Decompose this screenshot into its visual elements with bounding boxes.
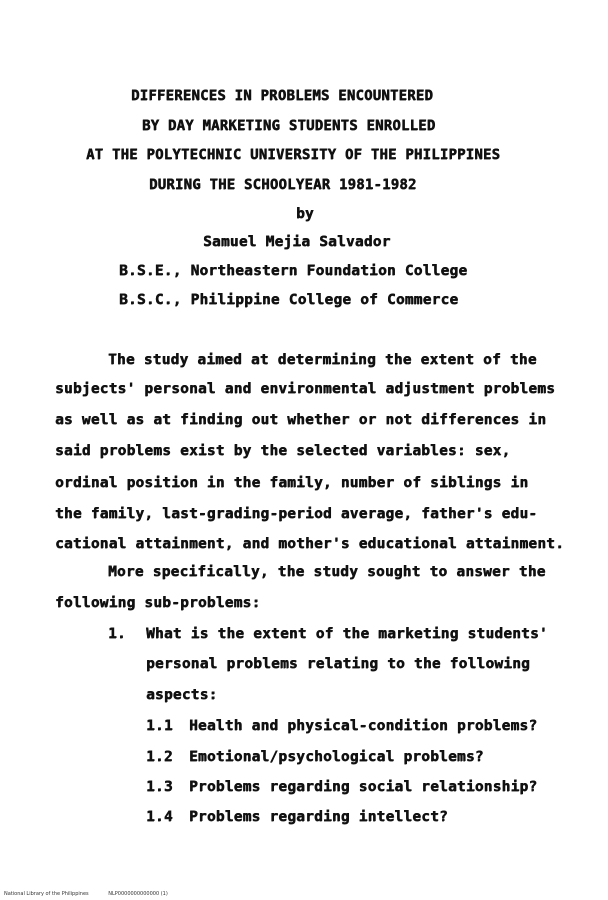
title-line-3: AT THE POLYTECHNIC UNIVERSITY OF THE PHILIPPINES xyxy=(86,147,501,163)
list-item-1-line-1: What is the extent of the marketing students' xyxy=(146,626,548,642)
abstract-p1-line-6: the family, last-grading-period average, father's edu- xyxy=(55,506,538,522)
sub-item-text: Health and physical-condition problems? xyxy=(189,718,538,734)
abstract-p1-line-7: cational attainment, and mother's educational attainment. xyxy=(55,536,564,552)
abstract-p2-line-1: More specifically, the study sought to answer the xyxy=(108,564,546,580)
sub-item-text: Problems regarding social relationship? xyxy=(189,779,538,795)
sub-item-text: Problems regarding intellect? xyxy=(189,809,448,825)
sub-item-text: Emotional/psychological problems? xyxy=(189,749,484,765)
footer-code: NLP0000000000000 (1) xyxy=(108,891,168,897)
abstract-p1-line-5: ordinal position in the family, number of siblings in xyxy=(55,475,529,491)
author-name: Samuel Mejia Salvador xyxy=(203,234,391,250)
list-item-1-line-3: aspects: xyxy=(146,687,218,703)
sub-item-number: 1.1 xyxy=(146,718,173,734)
author-degree-2: B.S.C., Philippine College of Commerce xyxy=(119,292,459,308)
footer-library: National Library of the Philippines xyxy=(4,891,89,897)
title-line-2: BY DAY MARKETING STUDENTS ENROLLED xyxy=(142,118,436,134)
abstract-p1-line-1: The study aimed at determining the extent of the xyxy=(108,352,537,368)
list-item-1-number: 1. xyxy=(108,626,126,642)
list-item-1-line-2: personal problems relating to the following xyxy=(146,656,530,672)
abstract-p1-line-2: subjects' personal and environmental adjustment problems xyxy=(55,381,556,397)
abstract-p1-line-4: said problems exist by the selected variables: sex, xyxy=(55,443,511,459)
abstract-p1-line-3: as well as at finding out whether or not differences in xyxy=(55,412,547,428)
author-degree-1: B.S.E., Northeastern Foundation College xyxy=(119,263,468,279)
byline-by: by xyxy=(296,206,314,222)
sub-item-number: 1.3 xyxy=(146,779,173,795)
abstract-p2-line-2: following sub-problems: xyxy=(55,595,261,611)
title-line-4: DURING THE SCHOOLYEAR 1981-1982 xyxy=(149,177,417,193)
sub-item-number: 1.4 xyxy=(146,809,173,825)
title-line-1: DIFFERENCES IN PROBLEMS ENCOUNTERED xyxy=(131,88,434,104)
sub-item-number: 1.2 xyxy=(146,749,173,765)
scan-footer xyxy=(4,891,186,897)
